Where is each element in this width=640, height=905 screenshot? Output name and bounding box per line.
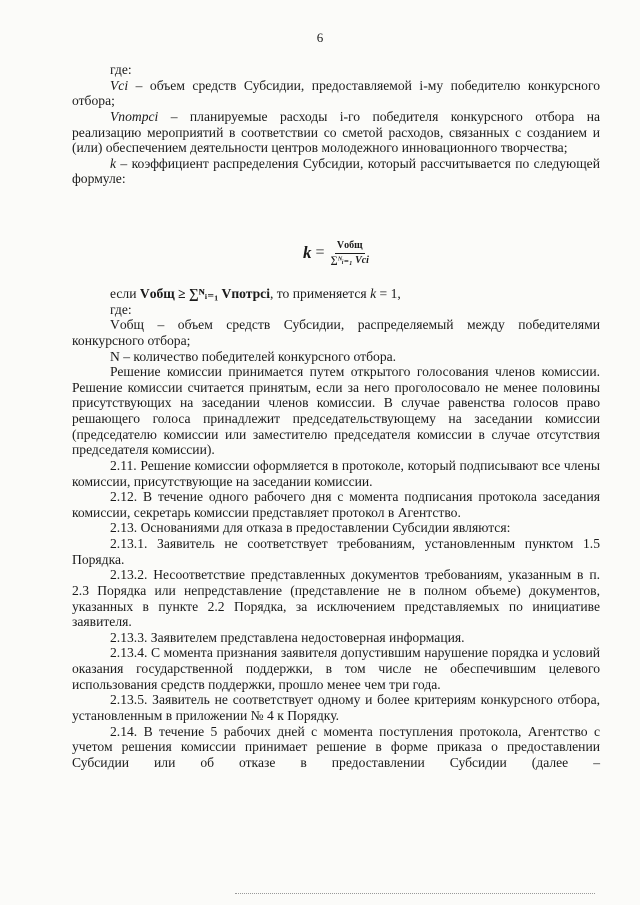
formula-lhs: k (303, 243, 312, 263)
condition-k: k (370, 286, 377, 301)
para-2-13-5: 2.13.5. Заявитель не соответствует одному и более критериям конкурсного отбора, установленным в приложении № 4 к Порядку. (72, 692, 600, 723)
para-2-11: 2.11. Решение комиссии оформляется в протоколе, который подписывают все члены комиссии, присутствующие на заседании комиссии. (72, 457, 600, 489)
condition-line (72, 286, 600, 302)
def-vpotrci (72, 109, 600, 156)
k-definition: – коэффициент распределения Субсидии, который рассчитывается по следующей формуле: (72, 155, 600, 187)
para-decision: Решение комиссии принимается путем открытого голосования членов комиссии. Решение комиссии считается принятым, если за него проголосовало не менее половины присутствующих на заседании членов комиссии. В случае равенства голосов право решающего голоса принадлежит председательствующему на заседании комиссии (председателю комиссии или заместителю председателя комиссии в случае отсутствия председателя комиссии). (72, 364, 600, 458)
para-2-13: 2.13. Основаниями для отказа в предоставлении Субсидии являются: (110, 520, 511, 536)
para-2-13-3: 2.13.3. Заявителем представлена недостоверная информация. (110, 629, 465, 645)
formula-block (72, 222, 600, 284)
para-2-12: 2.12. В течение одного рабочего дня с момента подписания протокола заседания комиссии, секретарь комиссии представляет протокол в Агентство. (72, 489, 600, 520)
vci-symbol: Vci (110, 77, 129, 93)
k-symbol: k (110, 155, 117, 171)
formula-numerator: Vобщ (335, 240, 365, 254)
def-k (72, 156, 600, 187)
gde-label-2: где: (110, 301, 132, 317)
text-block-top (72, 62, 600, 187)
page-number: 6 (316, 30, 324, 45)
vpotrci-definition: – планируемые расходы i-го победителя конкурсного отбора на реализацию мероприятий в соответствии со сметой расходов, связанных с созданием и (или) обеспечением деятельности центров молодежного инновационного творчества; (72, 108, 600, 156)
condition-suffix: , то применяется (270, 286, 371, 301)
condition-prefix: если (110, 286, 140, 301)
def-n: N – количество победителей конкурсного отбора. (110, 348, 397, 364)
para-2-13-1: 2.13.1. Заявитель не соответствует требованиям, установленным пунктом 1.5 Порядка. (72, 536, 600, 567)
formula-fraction (331, 240, 369, 266)
para-2-14: 2.14. В течение 5 рабочих дней с момента поступления протокола, Агентство с учетом решения комиссии принимает решение в форме приказа о предоставлении Субсидии или об отказе в предоставлении Субсидии (далее – (72, 723, 600, 770)
formula-equals: = (315, 243, 325, 261)
para-2-13-2: 2.13.2. Несоответствие представленных документов требованиям, указанным в п. 2.3 Порядка или непредставление (представление не в полном объеме) документов, указанных в пункте 2.2 Порядка, за исключением представляемых по инициативе заявителя. (72, 567, 600, 630)
para-2-13-4: 2.13.4. С момента признания заявителя допустившим нарушение порядка и условий оказания государственной поддержки, в том числе не обеспечившим целевого использования средств поддержки, прошло менее чем три года. (72, 645, 600, 692)
scan-edge-line (235, 893, 595, 894)
text-block-main (72, 286, 600, 770)
vci-definition: – объем средств Субсидии, предоставляемой i-му победителю конкурсного отбора; (72, 77, 600, 109)
gde-label-1: где: (110, 62, 132, 77)
vpotrci-symbol: Vпотрci (110, 108, 159, 124)
def-vci (72, 78, 600, 109)
condition-value: = 1, (376, 286, 401, 301)
condition-expression: Vобщ ≥ ∑ᴺᵢ₌₁ Vпотрci (139, 286, 270, 301)
def-vobsch: Vобщ – объем средств Субсидии, распределяемый между победителями конкурсного отбора; (72, 317, 600, 348)
k-formula (72, 222, 600, 284)
formula-denominator: ∑ᴺᵢ₌₁ Vсi (330, 254, 369, 266)
